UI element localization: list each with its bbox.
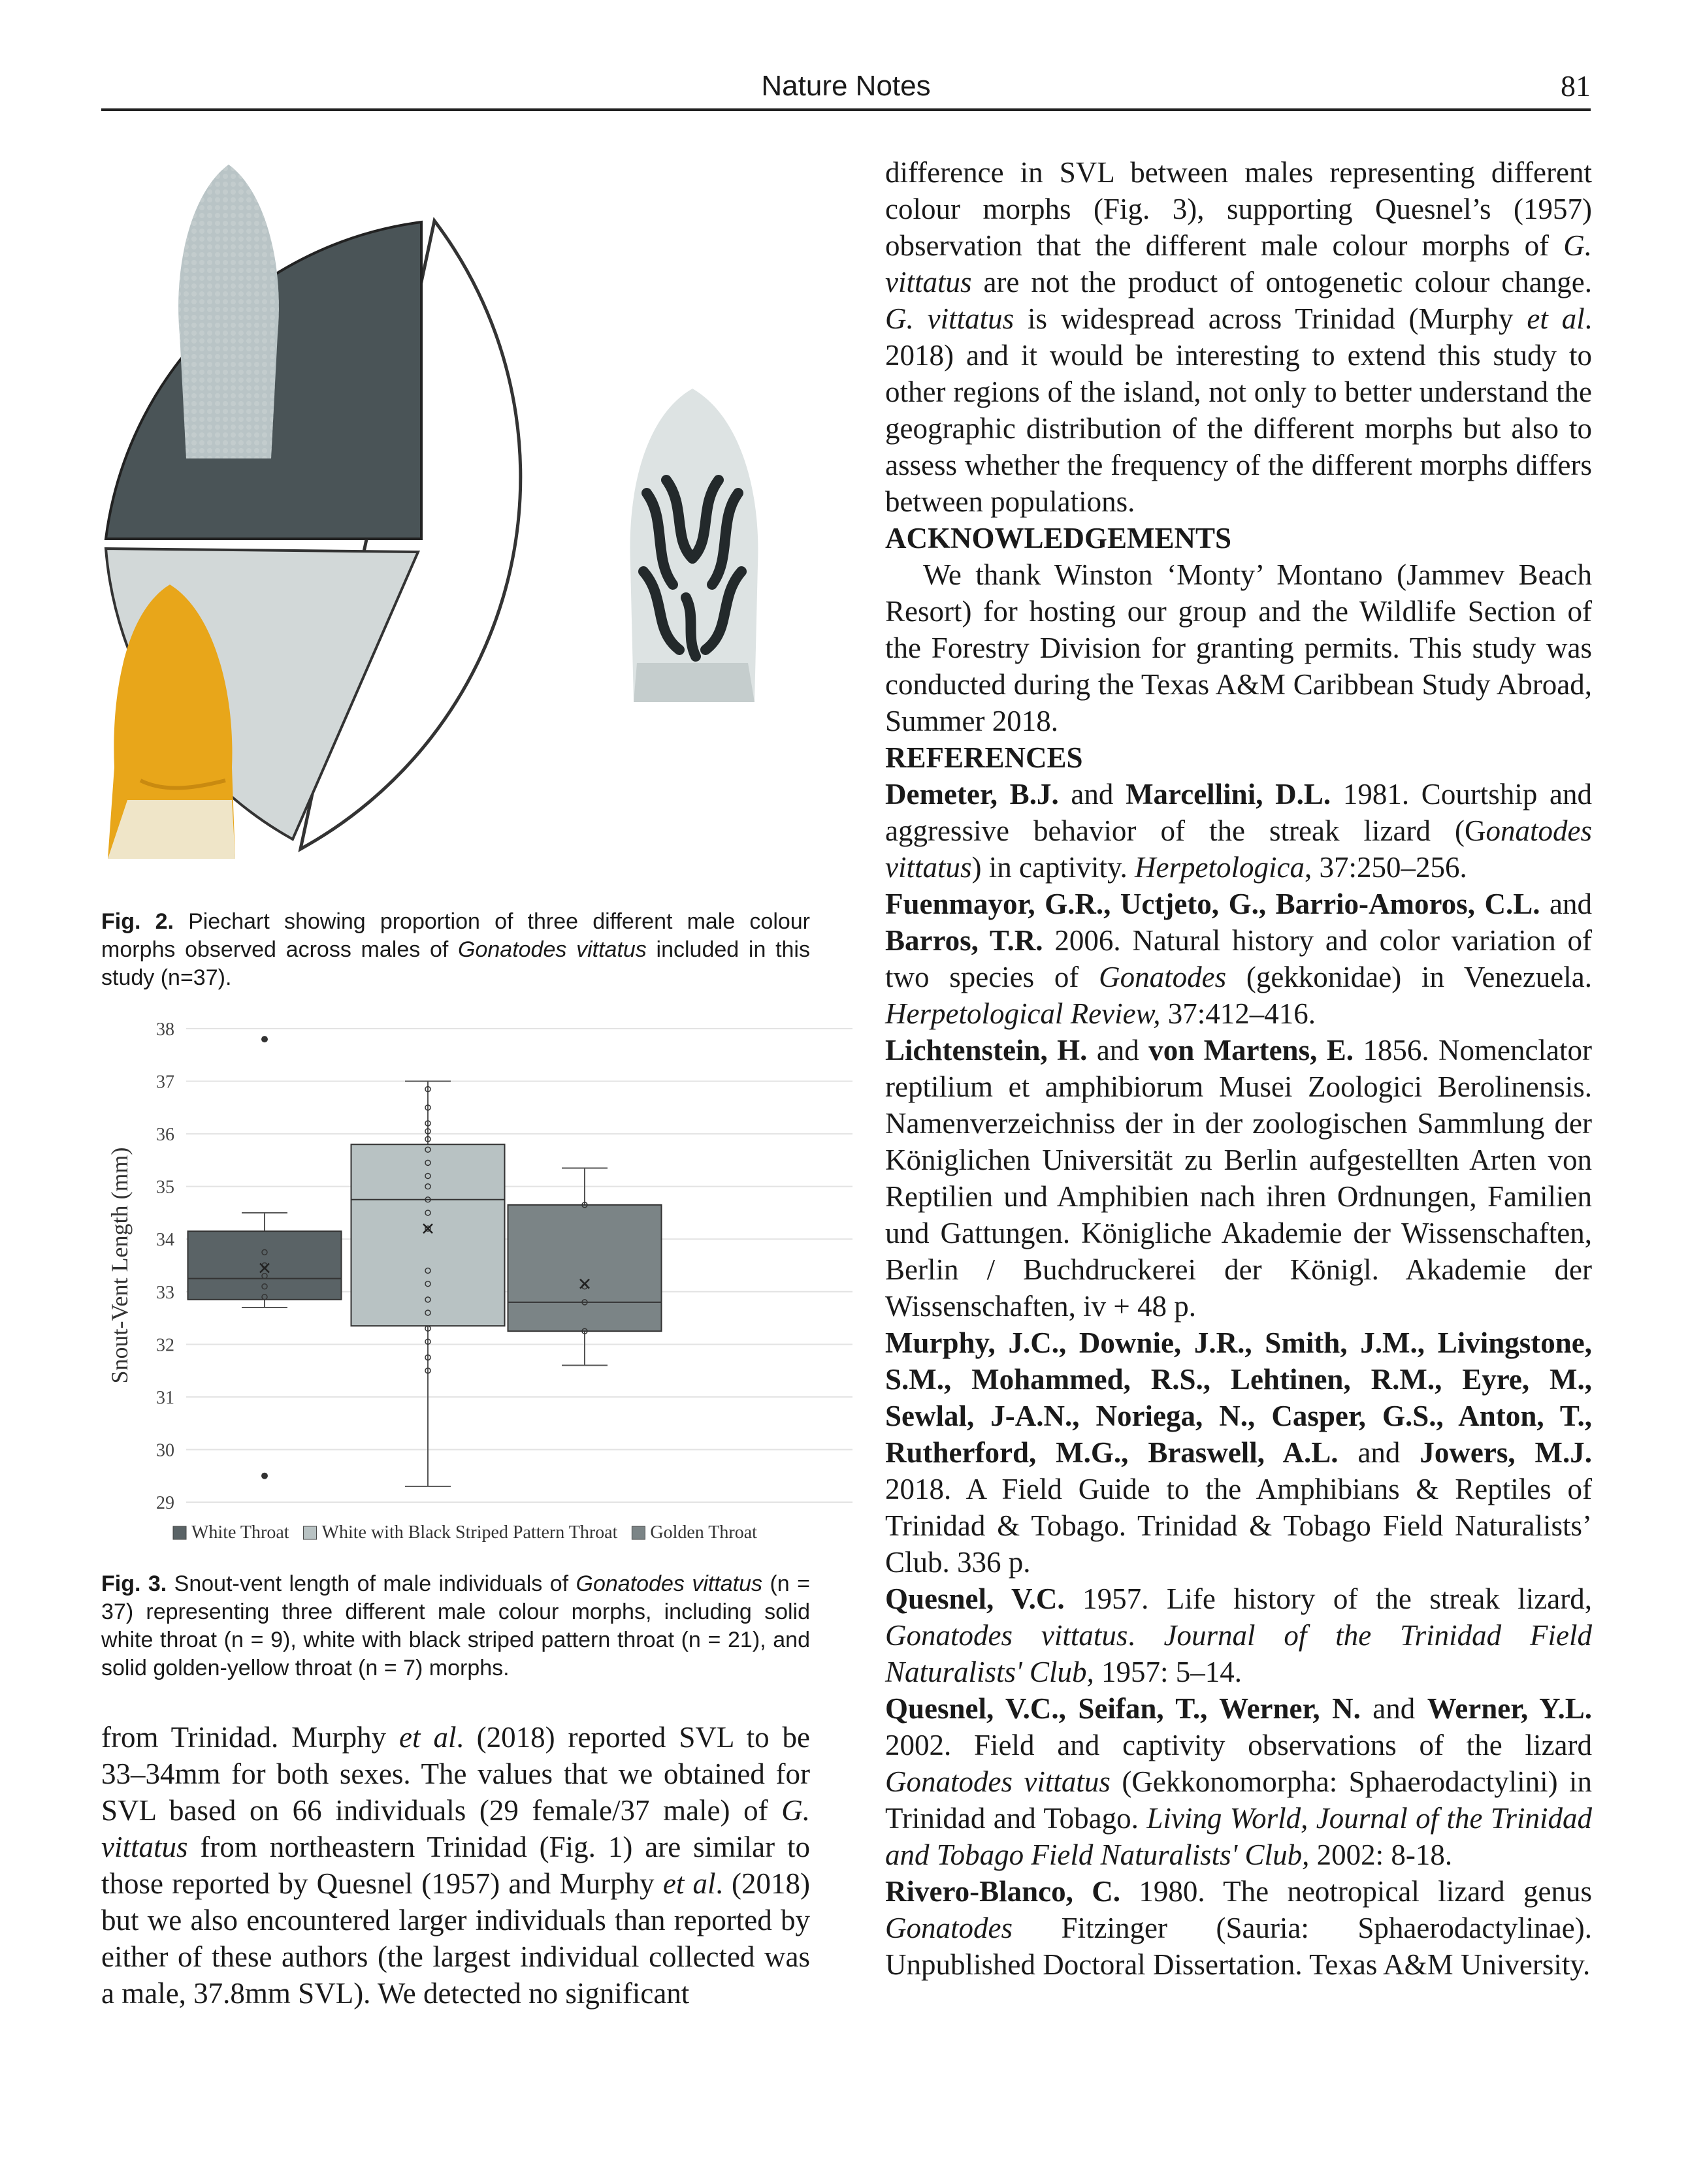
text-run: . bbox=[1128, 1619, 1164, 1652]
right-paragraph bbox=[885, 154, 1592, 520]
references-heading: REFERENCES bbox=[885, 741, 1083, 774]
text-run: onatodes vittatus bbox=[885, 814, 1592, 884]
acknowledgements-text: We thank Winston ‘Monty’ Montano (Jammev Beach Resort) for hosting our group and the Wildlife Section of the Forestry Division for granting permits. This study was conducted during the Texas A&M Caribbean Study Abroad, Summer 2018. bbox=[885, 558, 1592, 737]
y-tick-label: 31 bbox=[156, 1387, 174, 1408]
boxplot-figure bbox=[101, 1009, 866, 1554]
text-run: from northeastern Trinidad (Fig. 1) are similar to those reported by Quesnel (1957) and Murphy bbox=[101, 1831, 810, 1900]
legend-label: White with Black Striped Pattern Throat bbox=[321, 1522, 618, 1543]
text-run: 1957: 5–14. bbox=[1094, 1656, 1242, 1688]
y-axis-label: Snout-Vent Length (mm) bbox=[106, 1147, 133, 1384]
text-run: G. vittatus bbox=[101, 1794, 810, 1863]
y-tick-label: 32 bbox=[156, 1335, 174, 1356]
legend-label: Golden Throat bbox=[650, 1522, 757, 1543]
text-run: and bbox=[1087, 1034, 1149, 1067]
text-run: Gonatodes bbox=[1099, 961, 1227, 993]
text-run: from Trinidad. Murphy bbox=[101, 1721, 400, 1754]
text-run: Gonatodes vittatus bbox=[885, 1619, 1128, 1652]
left-body-text bbox=[101, 1719, 810, 2012]
y-tick-label: 34 bbox=[156, 1230, 174, 1251]
text-run: , 37:250–256. bbox=[1304, 851, 1467, 884]
reference-item bbox=[885, 1032, 1592, 1325]
page-number: 81 bbox=[1561, 69, 1591, 103]
text-run: ) in captivity. bbox=[971, 851, 1135, 884]
figure-2-caption-text-1: Piechart showing proportion of three different male colour morphs observed across males of bbox=[101, 909, 811, 962]
text-run: Gonatodes bbox=[885, 1912, 1013, 1944]
left-paragraph bbox=[101, 1719, 810, 2012]
ref-author: von Martens, E. bbox=[1148, 1034, 1354, 1067]
journal-title: Nature Notes bbox=[761, 70, 931, 102]
text-run: 2002: 8-18. bbox=[1309, 1839, 1453, 1871]
reference-item bbox=[885, 1325, 1592, 1581]
text-run: Living World, Journal of the Trinidad and Tobago Field Naturalists' Club, bbox=[885, 1802, 1592, 1871]
legend-swatch bbox=[304, 1526, 317, 1539]
white-throat-lizard-photo bbox=[167, 165, 291, 458]
text-run: et al bbox=[1527, 302, 1585, 335]
ref-author: Lichtenstein, H. bbox=[885, 1034, 1088, 1067]
ref-author: Murphy, J.C., Downie, J.R., Smith, J.M., Livingstone, S.M., Mohammed, R.S., Lehtinen, R.M., Eyre, M., Sewlal, J-A.N., Noriega, N., Casper, G.S., Anton, T., Rutherford, M.G., Braswell, A.L. bbox=[885, 1326, 1592, 1469]
ref-author: Fuenmayor, G.R., Uctjeto, G., Barrio-Amoros, C.L. bbox=[885, 888, 1540, 920]
figure-2-label: Fig. 2. bbox=[101, 909, 174, 934]
text-run: is widespread across Trinidad (Murphy bbox=[1014, 302, 1527, 335]
acknowledgements-heading: ACKNOWLEDGEMENTS bbox=[885, 522, 1232, 554]
reference-item bbox=[885, 1690, 1592, 1873]
figure-2-caption bbox=[101, 908, 810, 992]
right-column bbox=[885, 154, 1592, 1983]
text-run: Gonatodes vittatus bbox=[885, 1765, 1111, 1798]
y-tick-label: 38 bbox=[156, 1020, 174, 1040]
text-run: difference in SVL between males representing different colour morphs (Fig. 3), supporting Quesnel’s (1957) observation that the different male colour morphs of bbox=[885, 156, 1592, 262]
figure-3-caption bbox=[101, 1570, 810, 1682]
box-2 bbox=[351, 1144, 505, 1326]
y-tick-label: 33 bbox=[156, 1282, 174, 1303]
running-header bbox=[101, 65, 1591, 111]
text-run: Fitzinger (Sauria: Sphaerodactylinae). Unpublished Doctoral Dissertation. Texas A&M University. bbox=[885, 1912, 1592, 1981]
text-run: . 2018) and it would be interesting to extend this study to other regions of the island, not only to better understand the geographic distribution of the different morphs but also to assess whether the frequency of the different morphs differs between populations. bbox=[885, 302, 1593, 518]
legend-swatch bbox=[173, 1526, 186, 1539]
y-tick-label: 30 bbox=[156, 1440, 174, 1461]
figure-2-caption-text-2: included in this study (n=37). bbox=[101, 937, 810, 990]
reference-item bbox=[885, 886, 1592, 1032]
text-run: are not the product of ontogenetic colour change. bbox=[971, 266, 1592, 298]
y-tick-label: 35 bbox=[156, 1177, 174, 1198]
ref-author: Jowers, M.J. bbox=[1420, 1436, 1592, 1469]
text-run: and bbox=[1058, 778, 1126, 811]
ref-author: Quesnel, V.C. bbox=[885, 1582, 1065, 1615]
text-run: 1856. Nomenclator reptilium et amphibiorum Musei Zoologici Berolinensis. Namenverzeichniss der in der zoologischen Sammlung der Königlichen Universität zu Berlin aufgestellten Arten von Reptilien und Amphibien nach ihren Ordnungen, Familien und Gattungen. Königliche Akademie der Wissenschaften, Berlin / Buchdruckerei der Königl. Akademie der Wissenschaften, iv + 48 p. bbox=[885, 1034, 1592, 1323]
text-run: Journal of the Trinidad Field Naturalists' Club, bbox=[885, 1619, 1593, 1688]
reference-item bbox=[885, 1581, 1592, 1690]
box-3 bbox=[508, 1205, 662, 1331]
legend-label: White Throat bbox=[191, 1522, 289, 1543]
ref-author: Barros, T.R. bbox=[885, 924, 1043, 957]
reference-item bbox=[885, 776, 1592, 886]
text-run: (Gekkonomorpha: Sphaerodactylini) in Trinidad and Tobago. bbox=[885, 1765, 1592, 1835]
text-run: . (2018) but we also encountered larger individuals than reported by either of these authors (the largest individual collected was a male, 37.8mm SVL). We detected no significant bbox=[101, 1867, 810, 2010]
outlier-point bbox=[261, 1036, 268, 1042]
text-run: . (2018) reported SVL to be 33–34mm for both sexes. The values that we obtained for SVL based on 66 individuals (29 female/37 male) of bbox=[101, 1721, 811, 1827]
figure-2-species: Gonatodes vittatus bbox=[458, 937, 647, 962]
text-run: G. vittatus bbox=[885, 229, 1592, 298]
y-tick-label: 36 bbox=[156, 1125, 174, 1146]
ref-author: Werner, Y.L. bbox=[1427, 1692, 1592, 1725]
boxplot-chart bbox=[101, 1009, 866, 1554]
y-tick-label: 37 bbox=[156, 1072, 174, 1093]
text-run: 1981. Courtship and aggressive behavior of the streak lizard (G bbox=[885, 778, 1592, 847]
text-run: and bbox=[1338, 1436, 1420, 1469]
text-run: et al bbox=[662, 1867, 716, 1900]
ref-author: Demeter, B.J. bbox=[885, 778, 1059, 811]
text-run: and bbox=[1540, 888, 1592, 920]
text-run: 2006. Natural history and color variation of two species of bbox=[885, 924, 1592, 993]
text-run: Herpetological Review, bbox=[885, 997, 1161, 1030]
striped-throat-lizard-photo bbox=[614, 389, 771, 702]
figure-3-label: Fig. 3. bbox=[101, 1571, 167, 1596]
outlier-point bbox=[261, 1473, 268, 1479]
figure-3-species: Gonatodes vittatus bbox=[576, 1571, 763, 1596]
ref-author: Rivero-Blanco, C. bbox=[885, 1875, 1120, 1908]
text-run: 2018. A Field Guide to the Amphibians & Reptiles of Trinidad & Tobago. Trinidad & Tobago Field Naturalists’ Club. 336 p. bbox=[885, 1473, 1592, 1579]
text-run: 1957. Life history of the streak lizard, bbox=[1064, 1582, 1592, 1615]
text-run: et al bbox=[399, 1721, 457, 1754]
text-run: (gekkonidae) in Venezuela. bbox=[1226, 961, 1592, 993]
figure-3-caption-text-2: (n = 37) representing three different male colour morphs, including solid white throat (n = 9), white with black striped pattern throat (n = 21), and solid golden-yellow throat (n = 7) morphs. bbox=[101, 1571, 810, 1680]
text-run: 1980. The neotropical lizard genus bbox=[1120, 1875, 1593, 1908]
y-tick-label: 29 bbox=[156, 1493, 174, 1513]
golden-throat-lizard-photo bbox=[101, 585, 242, 859]
text-run: 37:412–416. bbox=[1160, 997, 1316, 1030]
text-run: Herpetologica bbox=[1135, 851, 1305, 884]
ref-author: Quesnel, V.C., Seifan, T., Werner, N. bbox=[885, 1692, 1361, 1725]
text-run: G. vittatus bbox=[885, 302, 1014, 335]
legend-swatch bbox=[632, 1526, 645, 1539]
text-run: 2002. Field and captivity observations of the lizard bbox=[885, 1729, 1592, 1761]
reference-item bbox=[885, 1873, 1592, 1983]
ref-author: Marcellini, D.L. bbox=[1126, 778, 1331, 811]
figure-3-caption-text-1: Snout-vent length of male individuals of bbox=[167, 1571, 576, 1596]
text-run: and bbox=[1360, 1692, 1427, 1725]
